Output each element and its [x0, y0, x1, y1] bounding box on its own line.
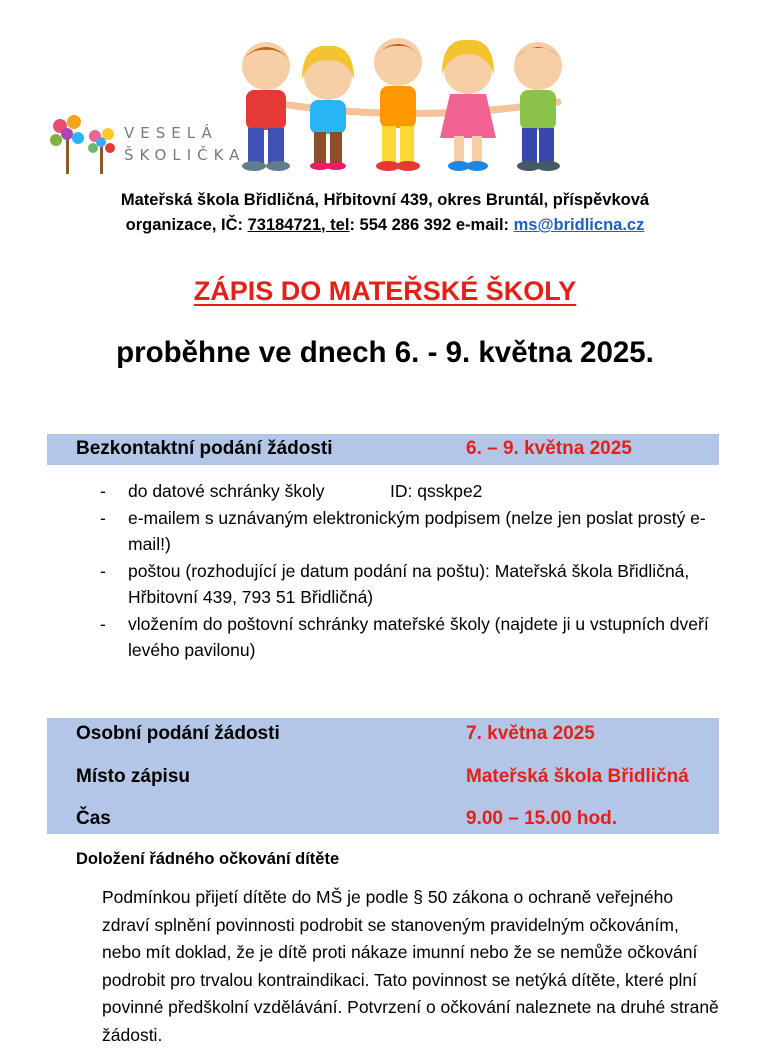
- contactless-row: [76, 438, 716, 460]
- tel-number: : 554 286 392 e-mail:: [349, 216, 514, 234]
- email-link[interactable]: ms@bridlicna.cz: [513, 216, 645, 234]
- contactless-date: 6. – 9. května 2025: [466, 438, 632, 459]
- place-row: [76, 766, 716, 788]
- vaccination-title: Doložení řádného očkování dítěte: [76, 850, 340, 868]
- address-line-2: [60, 213, 710, 238]
- vaccination-paragraph: Podmínkou přijetí dítěte do MŠ je podle § 50 zákona o ochraně veřejného zdraví splnění povinnosti podrobit se stanoveným pravidelným očkováním, nebo mít doklad, že je dítě proti nákaze imunní nebo že se nemůže očkování podrobit pro trvalou kontraindikaci. Tato povinnost se netýká dítěte, které plní povinné předškolní vzdělávání. Potvrzení o očkování naleznete na druhé straně žádosti.: [102, 887, 719, 1045]
- personal-label: Osobní podání žádosti: [76, 723, 280, 744]
- submission-methods-list: [100, 478, 720, 664]
- ico-tel: 73184721, tel: [247, 216, 350, 234]
- list-item: - poštou (rozhodující je datum podání na poštu): Mateřská škola Břidličná, Hřbitovní 439, 793 51 Břidličná): [100, 560, 690, 607]
- logo-line-1: VESELÁ: [124, 124, 218, 142]
- contactless-label: Bezkontaktní podání žádosti: [76, 438, 333, 459]
- list-item: - vložením do poštovní schránky mateřské školy (najdete ji u vstupních dveří levého pavilonu): [100, 613, 709, 660]
- data-box-id: ID: qsskpe2: [390, 481, 483, 501]
- place-value: Mateřská škola Břidličná: [466, 766, 689, 787]
- children-holding-hands-illustration: [228, 30, 588, 175]
- list-item: - e-mailem s uznávaným elektronickým podpisem (nelze jen poslat prostý e-mail!): [100, 507, 706, 554]
- time-row: [76, 808, 716, 830]
- place-label: Místo zápisu: [76, 766, 191, 787]
- list-item-text: e-mailem s uznávaným elektronickým podpisem (nelze jen poslat prostý e-mail!): [128, 507, 706, 554]
- address-prefix: organizace, IČ:: [125, 216, 248, 234]
- address-line-1: Mateřská škola Břidličná, Hřbitovní 439, okres Bruntál, příspěvková: [120, 191, 650, 209]
- header: [0, 0, 770, 180]
- list-item-text: vložením do poštovní schránky mateřské školy (najdete ji u vstupních dveří levého pavilonu): [128, 613, 709, 660]
- logo-line-2: ŠKOLIČKA: [124, 146, 246, 164]
- personal-row: [76, 723, 716, 745]
- list-item-text: poštou (rozhodující je datum podání na poštu): Mateřská škola Břidličná, Hřbitovní 439, 793 51 Břidličná): [128, 560, 690, 607]
- title-text: ZÁPIS DO MATEŘSKÉ ŠKOLY: [193, 276, 577, 306]
- school-address: [60, 188, 710, 238]
- personal-date: 7. května 2025: [466, 723, 595, 744]
- list-item-text: do datové schránky školy: [128, 481, 325, 501]
- time-label: Čas: [76, 808, 111, 829]
- page-subtitle: proběhne ve dnech 6. - 9. května 2025.: [116, 336, 654, 369]
- time-value: 9.00 – 15.00 hod.: [466, 808, 618, 829]
- page-title: [0, 276, 770, 307]
- list-item: - do datové schránky školy ID: qsskpe2: [100, 478, 720, 505]
